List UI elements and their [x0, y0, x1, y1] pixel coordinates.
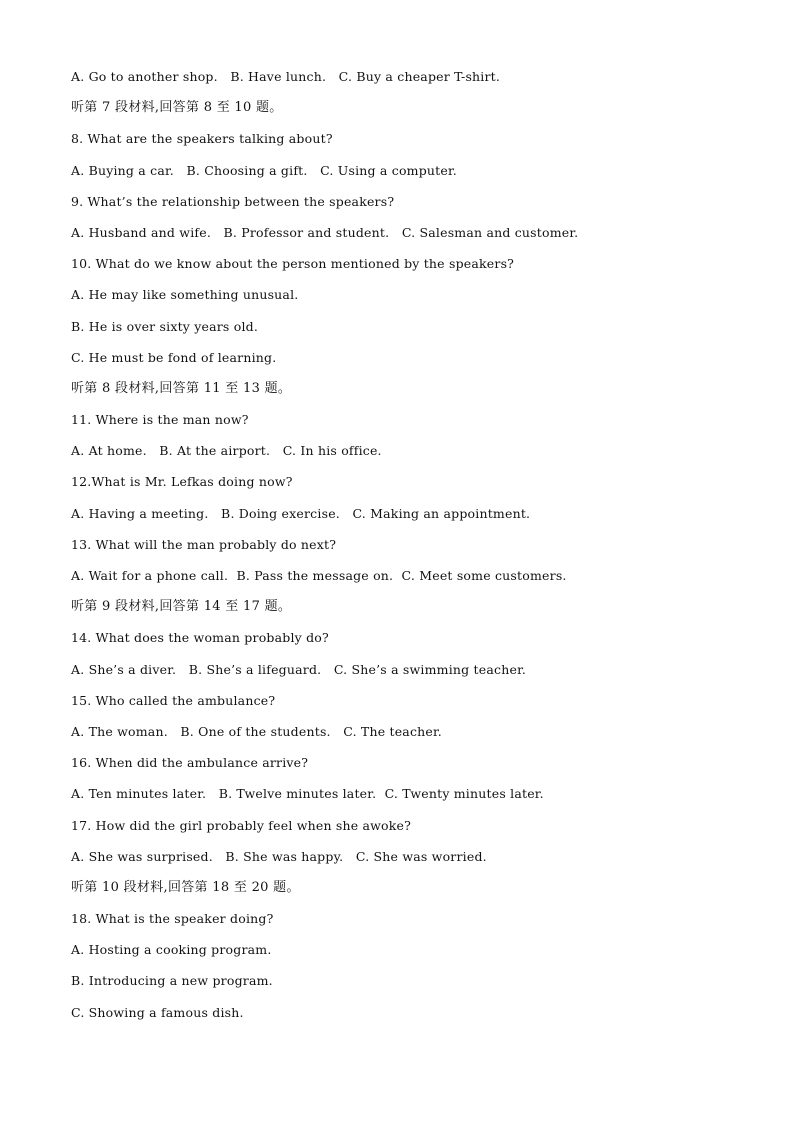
question-line: 15. Who called the ambulance? [71, 692, 276, 708]
section-heading: 听第 8 段材料,回答第 11 至 13 题。 [71, 380, 292, 396]
option-line: B. Introducing a new program. [71, 973, 273, 989]
option-line: A. Hosting a cooking program. [71, 942, 272, 958]
option-line: A. At home. B. At the airport. C. In his office. [71, 443, 382, 459]
option-line: C. He must be fond of learning. [71, 349, 277, 365]
option-line: B. He is over sixty years old. [71, 318, 259, 334]
question-line: 16. When did the ambulance arrive? [71, 755, 309, 771]
question-line: 18. What is the speaker doing? [71, 911, 274, 927]
question-line: 12.What is Mr. Lefkas doing now? [71, 474, 293, 490]
question-line: 8. What are the speakers talking about? [71, 131, 333, 147]
question-line: 9. What’s the relationship between the speakers? [71, 193, 395, 209]
section-heading: 听第 9 段材料,回答第 14 至 17 题。 [71, 599, 292, 615]
document-page [71, 66, 761, 1033]
option-line: A. Husband and wife. B. Professor and student. C. Salesman and customer. [71, 224, 579, 240]
option-line: A. Go to another shop. B. Have lunch. C. Buy a cheaper T-shirt. [71, 69, 501, 84]
section-heading: 听第 7 段材料,回答第 8 至 10 题。 [71, 100, 283, 116]
question-line: 17. How did the girl probably feel when she awoke? [71, 817, 412, 833]
option-line: A. She was surprised. B. She was happy. C. She was worried. [71, 848, 487, 864]
option-line: C. Showing a famous dish. [71, 1004, 244, 1020]
option-line: A. He may like something unusual. [71, 287, 299, 303]
question-line: 10. What do we know about the person mentioned by the speakers? [71, 256, 515, 272]
option-line: A. The woman. B. One of the students. C. The teacher. [71, 723, 442, 739]
question-line: 14. What does the woman probably do? [71, 630, 329, 646]
question-line: 13. What will the man probably do next? [71, 536, 337, 552]
option-line: A. Buying a car. B. Choosing a gift. C. Using a computer. [71, 162, 457, 178]
option-line: A. Wait for a phone call. B. Pass the message on. C. Meet some customers. [71, 568, 567, 583]
option-line: A. She’s a diver. B. She’s a lifeguard. C. She’s a swimming teacher. [71, 661, 527, 677]
question-line: 11. Where is the man now? [71, 412, 249, 428]
section-heading: 听第 10 段材料,回答第 18 至 20 题。 [71, 879, 300, 895]
option-line: A. Having a meeting. B. Doing exercise. C. Making an appointment. [71, 505, 531, 521]
option-line: A. Ten minutes later. B. Twelve minutes later. C. Twenty minutes later. [71, 786, 544, 802]
